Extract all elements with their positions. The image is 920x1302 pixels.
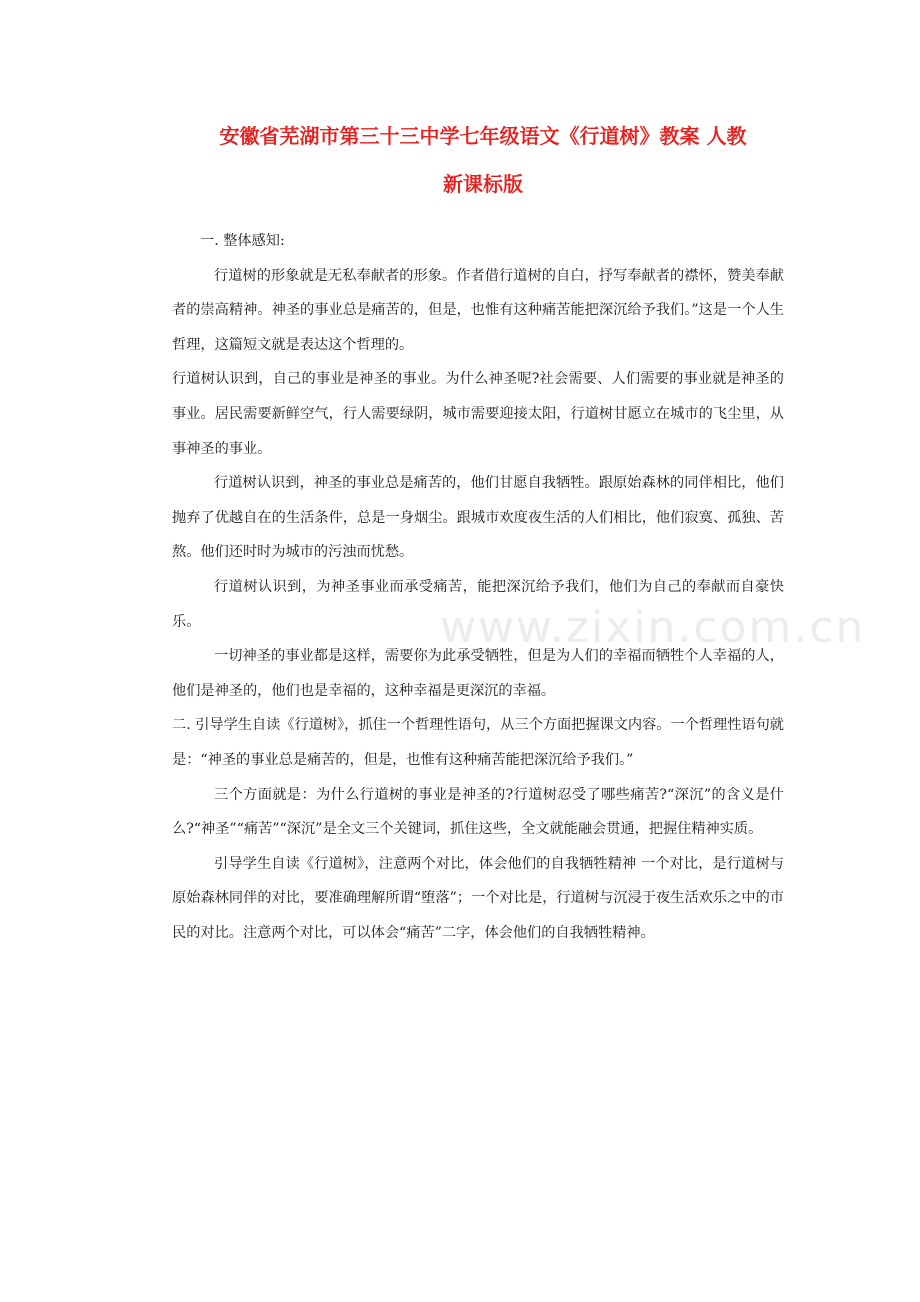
paragraph: 一切神圣的事业都是这样，需要你为此承受牺牲，但是为人们的幸福而牺牲个人幸福的人，他们是神圣的，他们也是幸福的，这种幸福是更深沉的幸福。 xyxy=(172,648,784,699)
paragraph: 行道树认识到，为神圣事业而承受痛苦，能把深沉给予我们，他们为自己的奉献而自豪快乐。 xyxy=(172,578,784,630)
paragraph: 引导学生自读《行道树》，注意两个对比，体会他们的自我牺牲精神 一个对比，是行道树与原始森林同伴的对比，要准确理解所谓“堕落”；一个对比是，行道树与沉浸于夜生活欢乐之中的市民的对比。注意两个对比，可以体会“痛苦”二字，体会他们的自我牺牲精神。 xyxy=(172,855,784,941)
document-body xyxy=(172,224,784,950)
paragraph: 行道树认识到，神圣的事业总是痛苦的，他们甘愿自我牺牲。跟原始森林的同伴相比，他们抛弃了优越自在的生活条件，总是一身烟尘。跟城市欢度夜生活的人们相比，他们寂寞、孤独、苦熬。他们还时时为城市的污浊而忧愁。 xyxy=(172,475,784,561)
title-line-2: 新课标版 xyxy=(443,172,523,196)
paragraph: 三个方面就是：为什么行道树的事业是神圣的?行道树忍受了哪些痛苦?“深沉”的含义是什么?“神圣”“痛苦”“深沉”是全文三个关键词，抓住这些，全文就能融会贯通，把握住精神实质。 xyxy=(172,786,784,838)
section-heading-1: 一. 整体感知: xyxy=(200,233,285,249)
watermark: www.zixin.com.cn xyxy=(440,602,866,653)
paragraph: 行道树认识到，自己的事业是神圣的事业。为什么神圣呢?社会需要、人们需要的事业就是神圣的事业。居民需要新鲜空气，行人需要绿阴，城市需要迎接太阳，行道树甘愿立在城市的飞尘里，从事神圣的事业。 xyxy=(172,371,784,457)
document-title xyxy=(172,112,794,208)
title-line-1: 安徽省芜湖市第三十三中学七年级语文《行道树》教案 人教 xyxy=(219,124,747,148)
section-heading-2: 二. 引导学生自读《行道树》，抓住一个哲理性语句，从三个方面把握课文内容。一个哲理性语句就是：“神圣的事业总是痛苦的，但是，也惟有这种痛苦能把深沉给予我们。” xyxy=(172,717,784,768)
paragraph: 行道树的形象就是无私奉献者的形象。作者借行道树的自白，抒写奉献者的襟怀，赞美奉献者的崇高精神。神圣的事业总是痛苦的，但是，也惟有这种痛苦能把深沉给予我们。”这是一个人生哲理，这篇短文就是表达这个哲理的。 xyxy=(172,267,784,353)
